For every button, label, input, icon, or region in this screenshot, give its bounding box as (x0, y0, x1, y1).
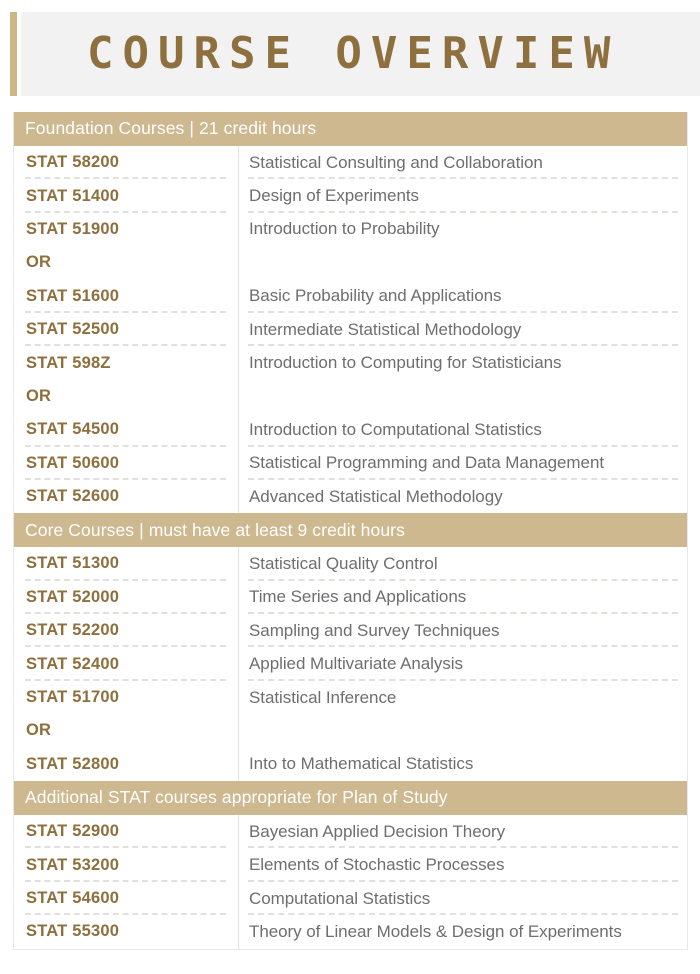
page-header (10, 12, 700, 96)
course-code: STAT 52000 (26, 587, 120, 606)
table-row (14, 882, 687, 915)
table-row (14, 179, 687, 212)
table-row (14, 413, 687, 446)
table-row (14, 581, 687, 614)
course-title: Statistical Quality Control (249, 553, 438, 573)
course-code: STAT 54500 (26, 420, 120, 439)
course-title: Advanced Statistical Methodology (249, 486, 503, 506)
course-code: STAT 53200 (26, 855, 120, 874)
course-title: Statistical Programming and Data Management (249, 453, 605, 473)
course-code: OR (26, 386, 52, 405)
course-title: Time Series and Applications (249, 587, 467, 607)
course-code: STAT 51300 (26, 554, 120, 573)
course-title: Bayesian Applied Decision Theory (249, 821, 506, 841)
header-panel (21, 12, 700, 96)
course-code: OR (26, 253, 52, 272)
course-code: STAT 55300 (26, 922, 120, 941)
table-row (14, 647, 687, 680)
course-code: STAT 52400 (26, 654, 120, 673)
course-title: Intermediate Statistical Methodology (249, 319, 522, 339)
section-heading: Additional STAT courses appropriate for Plan of Study (14, 781, 687, 815)
course-title: Design of Experiments (249, 186, 419, 206)
table-row (14, 313, 687, 346)
course-title: Introduction to Probability (249, 219, 440, 239)
section-rows (14, 547, 687, 781)
table-row (14, 346, 687, 379)
course-code: OR (26, 721, 52, 740)
table-row (14, 714, 687, 747)
table-row (14, 547, 687, 580)
table-row (14, 915, 687, 948)
course-code: STAT 51400 (26, 186, 120, 205)
course-title: Statistical Inference (249, 687, 397, 707)
section-rows (14, 815, 687, 949)
course-code: STAT 58200 (26, 153, 120, 172)
table-row (14, 815, 687, 848)
section-heading: Foundation Courses | 21 credit hours (14, 112, 687, 146)
section-heading: Core Courses | must have at least 9 credit hours (14, 513, 687, 547)
course-code: STAT 51600 (26, 286, 120, 305)
course-code: STAT 54600 (26, 889, 120, 907)
course-title: Statistical Consulting and Collaboration (249, 152, 543, 172)
table-row (14, 681, 687, 714)
table-row (14, 447, 687, 480)
course-code: STAT 51900 (26, 219, 120, 238)
course-title: Computational Statistics (249, 888, 431, 908)
course-title: Sampling and Survey Techniques (249, 620, 500, 640)
course-code: STAT 52800 (26, 754, 120, 773)
header-accent-bar (10, 12, 17, 96)
course-code: STAT 51700 (26, 688, 120, 707)
table-row (14, 246, 687, 279)
course-title: Introduction to Computational Statistics (249, 419, 542, 439)
course-code: STAT 50600 (26, 453, 120, 472)
course-code: STAT 52600 (26, 487, 120, 506)
table-row (14, 380, 687, 413)
course-code: STAT 598Z (26, 353, 111, 372)
course-title: Into to Mathematical Statistics (249, 754, 474, 774)
course-code: STAT 52900 (26, 822, 120, 841)
table-row (14, 848, 687, 881)
section-rows (14, 146, 687, 513)
course-title: Basic Probability and Applications (249, 286, 502, 306)
course-title: Applied Multivariate Analysis (249, 654, 463, 674)
table-row (14, 280, 687, 313)
course-table (13, 112, 688, 950)
table-row (14, 614, 687, 647)
course-title: Elements of Stochastic Processes (249, 855, 505, 875)
course-title: Introduction to Computing for Statisticians (249, 353, 562, 373)
course-title: Theory of Linear Models & Design of Experiments (249, 921, 622, 941)
table-row (14, 146, 687, 179)
table-row (14, 213, 687, 246)
table-row (14, 748, 687, 781)
table-row (14, 480, 687, 513)
course-code: STAT 52200 (26, 621, 120, 640)
page-title: COURSE OVERVIEW (87, 28, 620, 79)
course-code: STAT 52500 (26, 320, 120, 339)
